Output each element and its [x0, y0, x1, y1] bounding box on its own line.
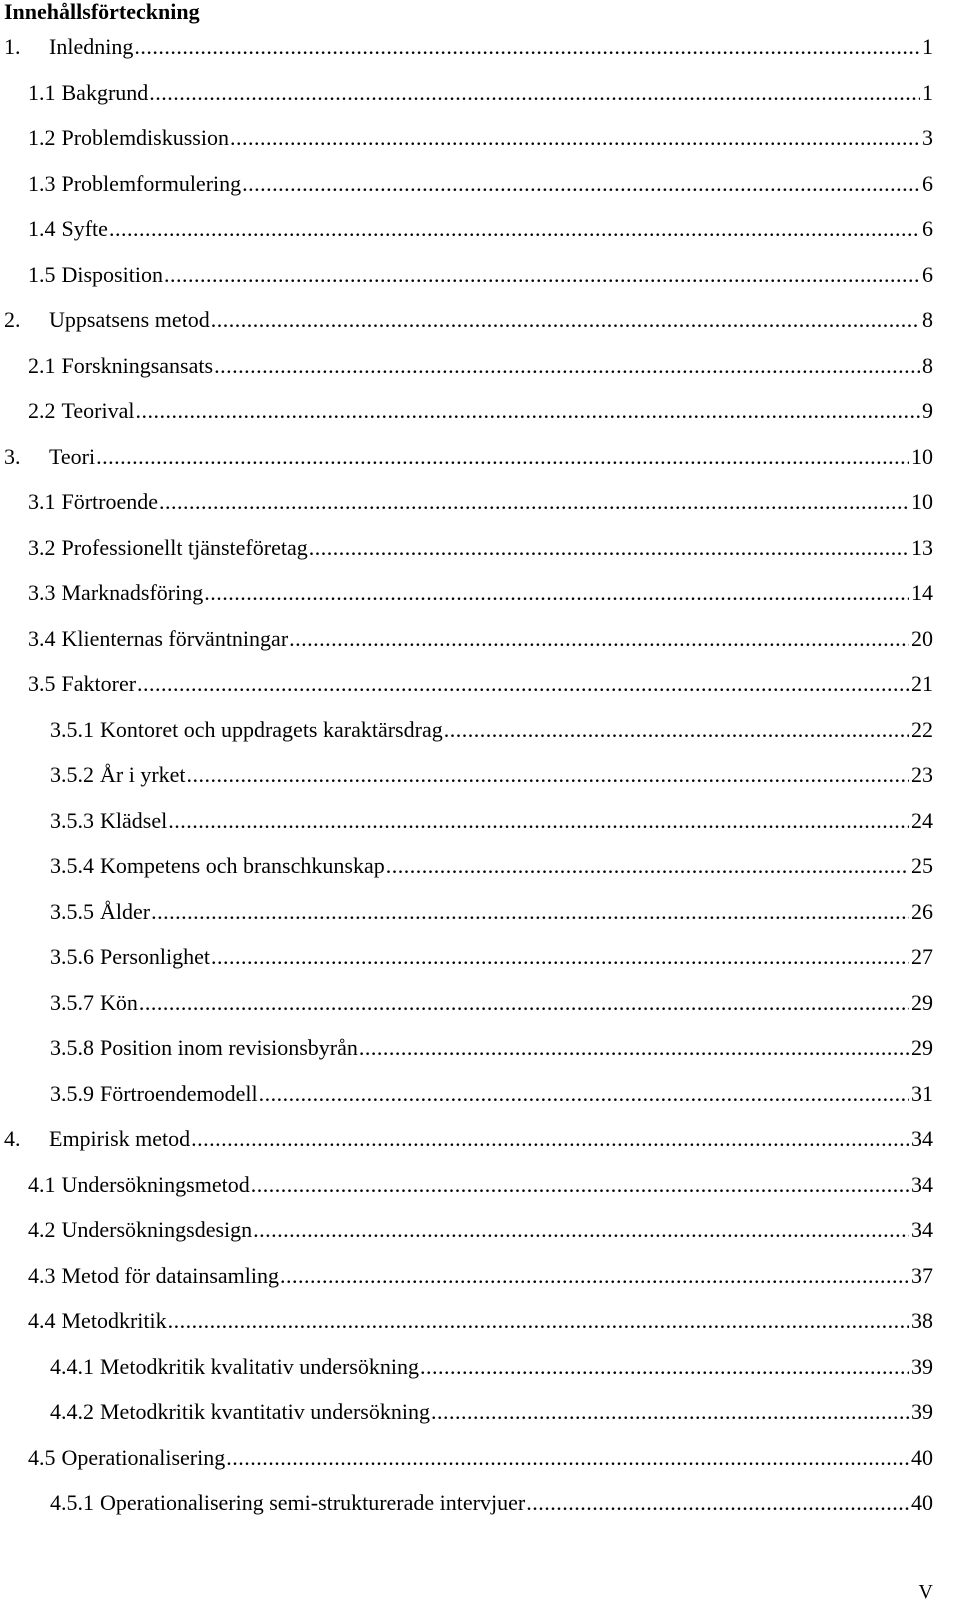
toc-dot-leader — [251, 1170, 909, 1200]
toc-entry-label — [50, 897, 150, 927]
toc-entry[interactable] — [28, 1215, 933, 1245]
toc-dot-leader — [204, 578, 909, 608]
toc-entry-page: 9 — [922, 398, 933, 423]
toc-entry[interactable] — [28, 351, 933, 381]
toc-entry-number: 1.3 — [28, 170, 56, 196]
toc-entry-number: 1.1 — [28, 79, 56, 105]
toc-dot-leader — [164, 260, 920, 290]
toc-entry-number: 2.1 — [28, 352, 56, 378]
toc-entry-title: Förtroende — [61, 489, 159, 514]
toc-entry-label — [4, 442, 95, 472]
page-number: V — [918, 1581, 933, 1603]
toc-entry-label — [4, 1124, 190, 1154]
toc-heading: Innehållsförteckning — [4, 0, 200, 24]
toc-dot-leader — [109, 214, 920, 244]
toc-dot-leader — [187, 760, 909, 790]
toc-entry-title: Empirisk metod — [49, 1126, 191, 1151]
toc-entry-number: 3.5 — [28, 671, 56, 696]
toc-dot-leader — [168, 806, 909, 836]
toc-entry[interactable] — [4, 1124, 933, 1154]
toc-entry-label — [28, 214, 108, 244]
toc-dot-leader — [359, 1033, 909, 1063]
toc-entry[interactable] — [28, 78, 933, 108]
toc-entry-page: 6 — [922, 261, 933, 287]
toc-entry-page: 39 — [911, 1399, 933, 1424]
toc-entry-title: Förtroendemodell — [100, 1080, 258, 1106]
toc-entry-page: 29 — [911, 1035, 933, 1060]
toc-entry-number: 1.2 — [28, 125, 56, 150]
toc-dot-leader — [253, 1215, 909, 1245]
toc-entry-number: 3. — [4, 443, 21, 469]
toc-entry-number: 3.5.4 — [50, 853, 94, 878]
toc-entry[interactable] — [28, 487, 933, 517]
toc-dot-leader — [211, 942, 909, 972]
toc-entry-label — [28, 1261, 279, 1291]
toc-dot-leader — [159, 487, 909, 517]
toc-entry-title: Problemdiskussion — [61, 125, 229, 150]
toc-dot-leader — [526, 1488, 909, 1518]
toc-entry-number: 3.1 — [28, 489, 56, 514]
toc-entry-title: Professionellt tjänsteföretag — [61, 534, 308, 560]
toc-entry-title: Klienternas förväntningar — [61, 625, 289, 651]
toc-entry-label — [50, 806, 167, 836]
toc-entry-page: 22 — [911, 716, 933, 742]
toc-entry-number: 4.3 — [28, 1262, 56, 1288]
toc-entry-title: Uppsatsens metod — [49, 307, 210, 332]
toc-entry-label — [50, 760, 186, 790]
toc-entry-number: 4.4 — [28, 1308, 56, 1333]
toc-entry-number: 3.5.5 — [50, 898, 94, 924]
toc-entry-number: 3.5.7 — [50, 989, 94, 1015]
toc-entry[interactable] — [28, 578, 933, 608]
toc-entry-label — [28, 1170, 250, 1200]
toc-entry[interactable] — [50, 988, 933, 1018]
toc-entry-title: Operationalisering semi-strukturerade intervjuer — [100, 1490, 526, 1515]
toc-entry-label — [50, 1079, 258, 1109]
toc-entry-number: 4. — [4, 1126, 21, 1151]
toc-entry-page: 37 — [911, 1262, 933, 1288]
toc-entry-page: 39 — [911, 1353, 933, 1379]
toc-dot-leader — [386, 851, 909, 881]
toc-entry-page: 24 — [911, 807, 933, 833]
toc-entry-title: Faktorer — [61, 671, 137, 696]
toc-entry-title: Metodkritik kvalitativ undersökning — [100, 1353, 419, 1379]
toc-entry-number: 3.5.6 — [50, 944, 94, 969]
toc-entry-title: År i yrket — [100, 762, 186, 787]
toc-entry-page: 6 — [922, 170, 933, 196]
toc-entry-page: 13 — [911, 534, 933, 560]
toc-entry[interactable] — [28, 1261, 933, 1291]
toc-dot-leader — [214, 351, 920, 381]
toc-entry-title: Metodkritik kvantitativ undersökning — [100, 1399, 430, 1424]
toc-entry-label — [50, 1352, 419, 1382]
toc-entry-page: 26 — [911, 898, 933, 924]
toc-dot-leader — [230, 123, 920, 153]
toc-dot-leader — [137, 669, 909, 699]
toc-entry-title: Teorival — [61, 398, 135, 423]
toc-entry-label — [28, 351, 213, 381]
toc-entry-title: Inledning — [49, 34, 134, 59]
toc-entry[interactable] — [28, 214, 933, 244]
toc-entry-title: Ålder — [100, 898, 151, 924]
toc-entry-page: 40 — [911, 1490, 933, 1515]
toc-entry-label — [28, 487, 158, 517]
toc-entry-label — [4, 32, 133, 62]
toc-entry-page: 8 — [922, 352, 933, 378]
toc-entry-page: 31 — [911, 1080, 933, 1106]
toc-entry-page: 25 — [911, 853, 933, 878]
toc-entry[interactable] — [28, 533, 933, 563]
toc-dot-leader — [431, 1397, 909, 1427]
toc-entry-title: Problemformulering — [61, 170, 242, 196]
toc-dot-leader — [226, 1443, 909, 1473]
toc-entry-title: Forskningsansats — [61, 352, 214, 378]
toc-dot-leader — [242, 169, 920, 199]
toc-entry-title: Undersökningsmetod — [61, 1171, 250, 1197]
toc-entry-title: Undersökningsdesign — [61, 1217, 253, 1242]
toc-entry-title: Klädsel — [100, 807, 168, 833]
toc-entry[interactable] — [50, 1033, 933, 1063]
toc-entry-label — [50, 988, 138, 1018]
toc-entry-label — [28, 169, 241, 199]
toc-entry[interactable] — [28, 1170, 933, 1200]
toc-entry-label — [50, 851, 385, 881]
toc-entry-page: 14 — [911, 580, 933, 605]
toc-entry-label — [50, 942, 210, 972]
toc-entry-label — [28, 624, 288, 654]
toc-entry[interactable] — [50, 897, 933, 927]
toc-entry-page: 3 — [922, 125, 933, 150]
toc-entry[interactable] — [4, 442, 933, 472]
toc-entry[interactable] — [50, 1488, 933, 1518]
toc-entry-label — [28, 1306, 167, 1336]
toc-entry-number: 4.1 — [28, 1171, 56, 1197]
toc-entry[interactable] — [50, 1397, 933, 1427]
toc-entry-title: Kontoret och uppdragets karaktärsdrag — [100, 716, 443, 742]
toc-entry-page: 34 — [911, 1171, 933, 1197]
toc-entry-title: Teori — [49, 443, 96, 469]
toc-entry-label — [28, 1215, 252, 1245]
toc-dot-leader — [259, 1079, 909, 1109]
toc-entry-number: 4.4.1 — [50, 1353, 94, 1379]
toc-dot-leader — [168, 1306, 909, 1336]
toc-entry-page: 23 — [911, 762, 933, 787]
toc-entry-number: 3.5.2 — [50, 762, 94, 787]
toc-dot-leader — [444, 715, 909, 745]
toc-entry-page: 6 — [922, 216, 933, 241]
toc-entry-title: Kompetens och branschkunskap — [100, 853, 385, 878]
toc-entry-title: Metodkritik — [61, 1308, 167, 1333]
toc-entry[interactable] — [50, 851, 933, 881]
toc-entry-title: Metod för datainsamling — [61, 1262, 280, 1288]
toc-dot-leader — [135, 396, 920, 426]
toc-dot-leader — [309, 533, 909, 563]
toc-entry-number: 2. — [4, 307, 21, 332]
toc-entry[interactable] — [50, 806, 933, 836]
toc-entry-number: 4.4.2 — [50, 1399, 94, 1424]
toc-dot-leader — [96, 442, 909, 472]
toc-entry-title: Bakgrund — [61, 79, 149, 105]
toc-entry-page: 38 — [911, 1308, 933, 1333]
toc-entry-number: 3.4 — [28, 625, 56, 651]
toc-entry-page: 1 — [922, 79, 933, 105]
toc-entry-number: 3.5.9 — [50, 1080, 94, 1106]
toc-entry-number: 4.5 — [28, 1444, 56, 1470]
toc-entry[interactable] — [28, 169, 933, 199]
toc-entry[interactable] — [28, 1443, 933, 1473]
toc-entry-title: Syfte — [61, 216, 108, 241]
toc-entry-title: Disposition — [61, 261, 163, 287]
toc-entry[interactable] — [28, 624, 933, 654]
toc-dot-leader — [211, 305, 920, 335]
toc-entry-label — [28, 260, 163, 290]
toc-entry-label — [28, 578, 203, 608]
toc-entry-label — [50, 715, 443, 745]
toc-entry-number: 1.4 — [28, 216, 56, 241]
toc-entry-page: 8 — [922, 307, 933, 332]
toc-entry[interactable] — [28, 260, 933, 290]
toc-dot-leader — [149, 78, 920, 108]
toc-entry[interactable] — [50, 1079, 933, 1109]
toc-entry-number: 1. — [4, 34, 21, 59]
toc-entry[interactable] — [28, 669, 933, 699]
toc-entry-page: 1 — [922, 34, 933, 59]
toc-entry[interactable] — [4, 32, 933, 62]
toc-entry-page: 21 — [911, 671, 933, 696]
toc-entry-number: 4.2 — [28, 1217, 56, 1242]
toc-entry-page: 10 — [911, 489, 933, 514]
toc-entry[interactable] — [4, 305, 933, 335]
toc-entry-label — [28, 669, 136, 699]
toc-entry-number: 1.5 — [28, 261, 56, 287]
toc-dot-leader — [134, 32, 920, 62]
toc-dot-leader — [420, 1352, 909, 1382]
toc-entry-number: 4.5.1 — [50, 1490, 94, 1515]
toc-entry-label — [28, 533, 308, 563]
toc-entry-page: 34 — [911, 1217, 933, 1242]
toc-entry-page: 29 — [911, 989, 933, 1015]
toc-entry-page: 10 — [911, 443, 933, 469]
toc-entry-title: Operationalisering — [61, 1444, 226, 1470]
toc-entry[interactable] — [28, 1306, 933, 1336]
toc-entry-page: 34 — [911, 1126, 933, 1151]
toc-entry[interactable] — [50, 1352, 933, 1382]
toc-entry-label — [28, 78, 148, 108]
toc-entry[interactable] — [50, 942, 933, 972]
toc-entry-title: Personlighet — [100, 944, 210, 969]
toc-dot-leader — [289, 624, 909, 654]
toc-entry-page: 20 — [911, 625, 933, 651]
toc-dot-leader — [139, 988, 909, 1018]
toc-entry-label — [4, 305, 210, 335]
toc-entry[interactable] — [28, 396, 933, 426]
toc-entry-label — [50, 1033, 358, 1063]
toc-entry-number: 3.5.8 — [50, 1035, 94, 1060]
toc-dot-leader — [151, 897, 909, 927]
toc-dot-leader — [280, 1261, 909, 1291]
toc-entry-label — [28, 396, 134, 426]
toc-entry-title: Position inom revisionsbyrån — [100, 1035, 358, 1060]
toc-entry-label — [50, 1397, 430, 1427]
toc-entry-label — [50, 1488, 525, 1518]
toc-dot-leader — [191, 1124, 909, 1154]
toc-entry-page: 40 — [911, 1444, 933, 1470]
toc-entry-number: 3.5.1 — [50, 716, 94, 742]
toc-entry-number: 3.3 — [28, 580, 56, 605]
toc-entry[interactable] — [50, 715, 933, 745]
toc-entry[interactable] — [28, 123, 933, 153]
toc-entry-page: 27 — [911, 944, 933, 969]
toc-entry[interactable] — [50, 760, 933, 790]
toc-entry-number: 2.2 — [28, 398, 56, 423]
toc-entry-title: Kön — [100, 989, 138, 1015]
toc-entry-number: 3.5.3 — [50, 807, 94, 833]
toc-entry-label — [28, 1443, 225, 1473]
toc-entry-title: Marknadsföring — [61, 580, 204, 605]
toc-entry-label — [28, 123, 229, 153]
toc-entry-number: 3.2 — [28, 534, 56, 560]
